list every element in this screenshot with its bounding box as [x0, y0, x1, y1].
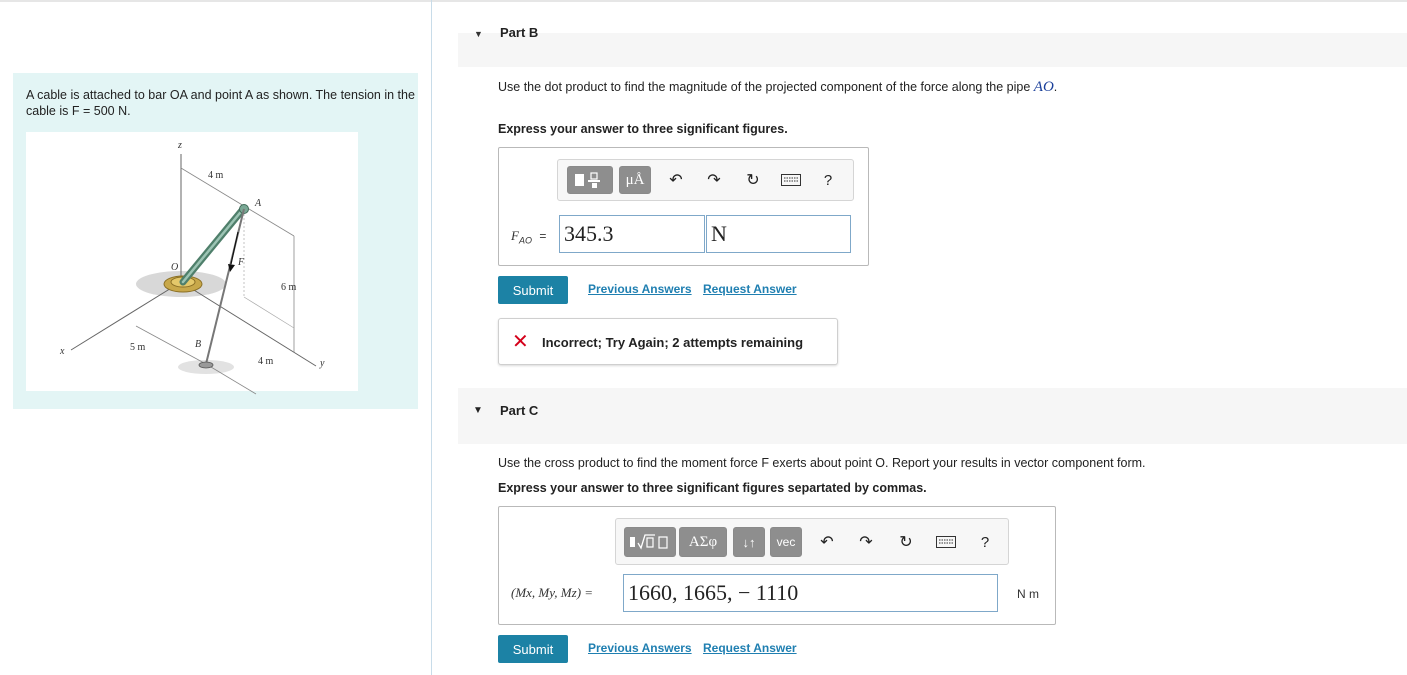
problem-text: A cable is attached to bar OA and point A as shown. The tension in the cable is F = 500 N. — [26, 88, 415, 118]
part-b-previous-answers-link[interactable]: Previous Answers — [588, 282, 692, 296]
part-b-variable — [511, 228, 546, 245]
part-c-previous-answers-link[interactable]: Previous Answers — [588, 641, 692, 655]
vec-button[interactable]: vec — [770, 527, 802, 557]
greek-button[interactable]: ΑΣφ — [679, 527, 727, 557]
part-c-answer-box — [498, 506, 1056, 625]
part-b-instruction-math: AO — [1033, 79, 1054, 95]
reset-icon[interactable]: ↻ — [746, 172, 760, 189]
part-b-value-input[interactable]: 345.3 — [559, 215, 705, 253]
part-b-instruction-text: Use the dot product to find the magnitude of the projected component of the force along the pipe — [498, 80, 1034, 94]
figure-label-y: y — [320, 358, 325, 369]
figure-label-x-dim: 5 m — [130, 342, 146, 353]
part-c-header[interactable] — [458, 388, 1407, 444]
part-b-answer-box — [498, 147, 869, 266]
part-b-express: Express your answer to three significant figures. — [498, 122, 788, 136]
part-c-value-input[interactable]: 1660, 1665, − 1110 — [623, 574, 998, 612]
templates-icon — [572, 170, 608, 190]
expand-arrow-icon[interactable]: ▼ — [473, 405, 483, 416]
units-button[interactable]: μÅ — [619, 166, 651, 194]
part-b-variable-symbol: F — [511, 228, 519, 243]
part-b-header[interactable] — [458, 25, 1407, 67]
redo-icon[interactable]: ↷ — [707, 172, 721, 189]
sort-button[interactable]: ↓↑ — [733, 527, 765, 557]
figure-label-height: 6 m — [281, 282, 297, 293]
collapse-arrow-icon[interactable]: ▼ — [474, 29, 483, 39]
part-b-feedback — [498, 318, 838, 365]
templates-sqrt-icon — [628, 532, 672, 552]
help-icon[interactable]: ? — [980, 533, 990, 551]
undo-icon[interactable]: ↶ — [820, 534, 834, 551]
part-b-instruction — [498, 79, 1057, 96]
problem-panel — [13, 73, 418, 409]
keyboard-icon[interactable] — [779, 168, 803, 192]
problem-figure — [26, 132, 358, 391]
figure-label-top-dim: 4 m — [208, 170, 224, 181]
part-b-request-answer-link[interactable]: Request Answer — [703, 282, 797, 296]
part-c-toolbar — [615, 518, 1009, 565]
help-icon[interactable]: ? — [823, 171, 833, 189]
part-c-express: Express your answer to three significant figures separtated by commas. — [498, 481, 927, 495]
panel-divider — [431, 0, 432, 675]
part-b-toolbar — [557, 159, 854, 201]
figure-label-z: z — [178, 140, 182, 151]
templates-button[interactable] — [567, 166, 613, 194]
figure-label-a: A — [255, 198, 262, 209]
part-c-instruction: Use the cross product to find the moment force F exerts about point O. Report your results in vector component form. — [498, 456, 1146, 470]
figure-label-x: x — [60, 346, 65, 357]
part-b-equals: = — [539, 229, 547, 243]
figure-label-o: O — [171, 262, 179, 273]
part-b-submit-button[interactable]: Submit — [498, 276, 568, 304]
reset-icon[interactable]: ↻ — [899, 534, 913, 551]
figure-label-y-dim: 4 m — [258, 356, 274, 367]
keyboard-icon[interactable] — [934, 530, 958, 554]
part-c-request-answer-link[interactable]: Request Answer — [703, 641, 797, 655]
part-c-title: Part C — [500, 403, 539, 418]
figure-diagram — [26, 132, 358, 391]
part-b-unit-input[interactable]: N — [706, 215, 851, 253]
part-b-instruction-end: . — [1053, 80, 1058, 94]
figure-label-b: B — [195, 339, 202, 350]
part-c-variable: (Mx, My, Mz) = — [511, 585, 594, 600]
part-b-variable-sub: AO — [518, 235, 532, 246]
redo-icon[interactable]: ↷ — [859, 534, 873, 551]
part-b-title: Part B — [500, 25, 539, 40]
feedback-message: Incorrect; Try Again; 2 attempts remaining — [542, 335, 804, 350]
undo-icon[interactable]: ↶ — [669, 172, 683, 189]
part-c-unit: N m — [1017, 587, 1039, 601]
templates-sqrt-button[interactable] — [624, 527, 676, 557]
part-c-submit-button[interactable]: Submit — [498, 635, 568, 663]
incorrect-icon: ✕ — [512, 331, 529, 353]
top-border — [0, 0, 1407, 2]
figure-label-f: F — [238, 257, 245, 268]
